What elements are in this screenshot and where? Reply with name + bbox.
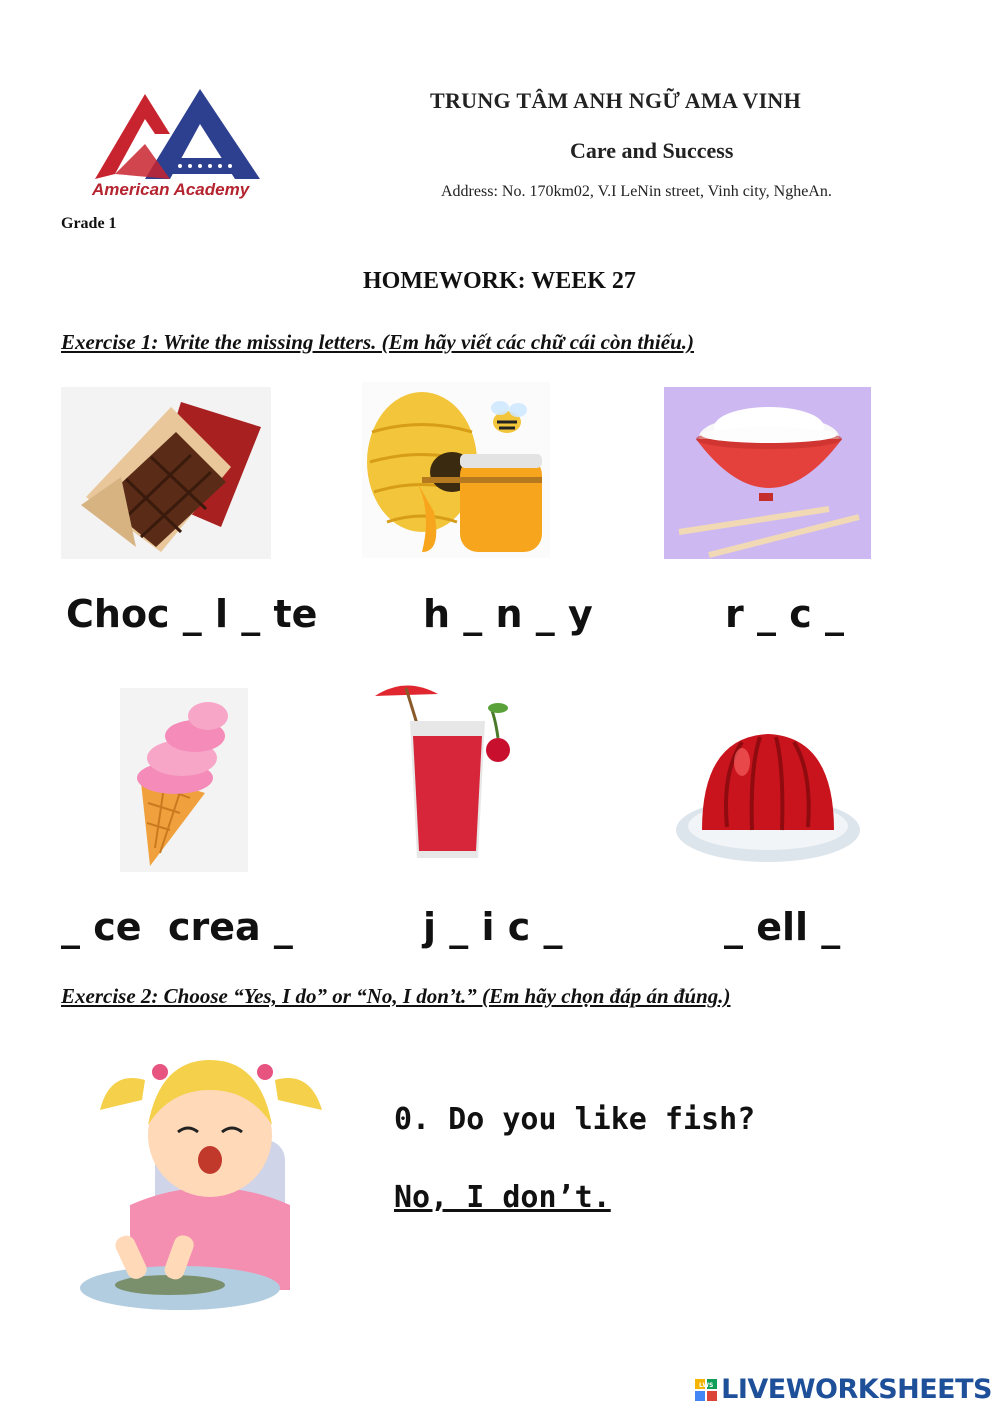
exercise-2-question: 0. Do you like fish? bbox=[394, 1102, 756, 1137]
exercise-2-instruction: Exercise 2: Choose “Yes, I do” or “No, I don’t.” (Em hãy chọn đáp án đúng.) bbox=[61, 984, 731, 1008]
address: Address: No. 170km02, V.I LeNin street, Vinh city, NgheAn. bbox=[441, 183, 832, 200]
missing-letters-word: _ ce crea _ bbox=[61, 905, 293, 949]
rice-icon bbox=[664, 387, 871, 559]
exercise-1-instruction: Exercise 1: Write the missing letters. (Em hãy viết các chữ cái còn thiếu.) bbox=[61, 330, 695, 354]
liveworksheets-badge-icon bbox=[695, 1379, 717, 1401]
honey-icon bbox=[362, 382, 550, 558]
liveworksheets-logo bbox=[695, 1374, 992, 1405]
missing-letters-word: _ ell _ bbox=[724, 905, 841, 949]
missing-letters-word: j _ i c _ bbox=[423, 905, 563, 949]
missing-letters-word: Choc _ l _ te bbox=[66, 592, 318, 636]
logo-text: American Academy bbox=[92, 180, 250, 199]
brand-text: LIVEWORKSHEETS bbox=[721, 1374, 992, 1405]
grade-label: Grade 1 bbox=[61, 215, 117, 232]
motto: Care and Success bbox=[570, 138, 734, 163]
missing-letters-word: h _ n _ y bbox=[423, 592, 593, 636]
center-name: TRUNG TÂM ANH NGỮ AMA VINH bbox=[430, 88, 802, 113]
juice-icon bbox=[370, 676, 520, 868]
jelly-icon bbox=[672, 722, 864, 870]
page-title: HOMEWORK: WEEK 27 bbox=[363, 268, 636, 294]
chocolate-icon bbox=[61, 387, 271, 559]
ice-cream-icon bbox=[120, 688, 248, 872]
exercise-2-answer[interactable]: No, I don’t. bbox=[394, 1180, 611, 1215]
missing-letters-word: r _ c _ bbox=[725, 592, 844, 636]
girl-disliking-fish-icon bbox=[60, 1030, 330, 1320]
badge-text: LWS bbox=[699, 1381, 714, 1389]
